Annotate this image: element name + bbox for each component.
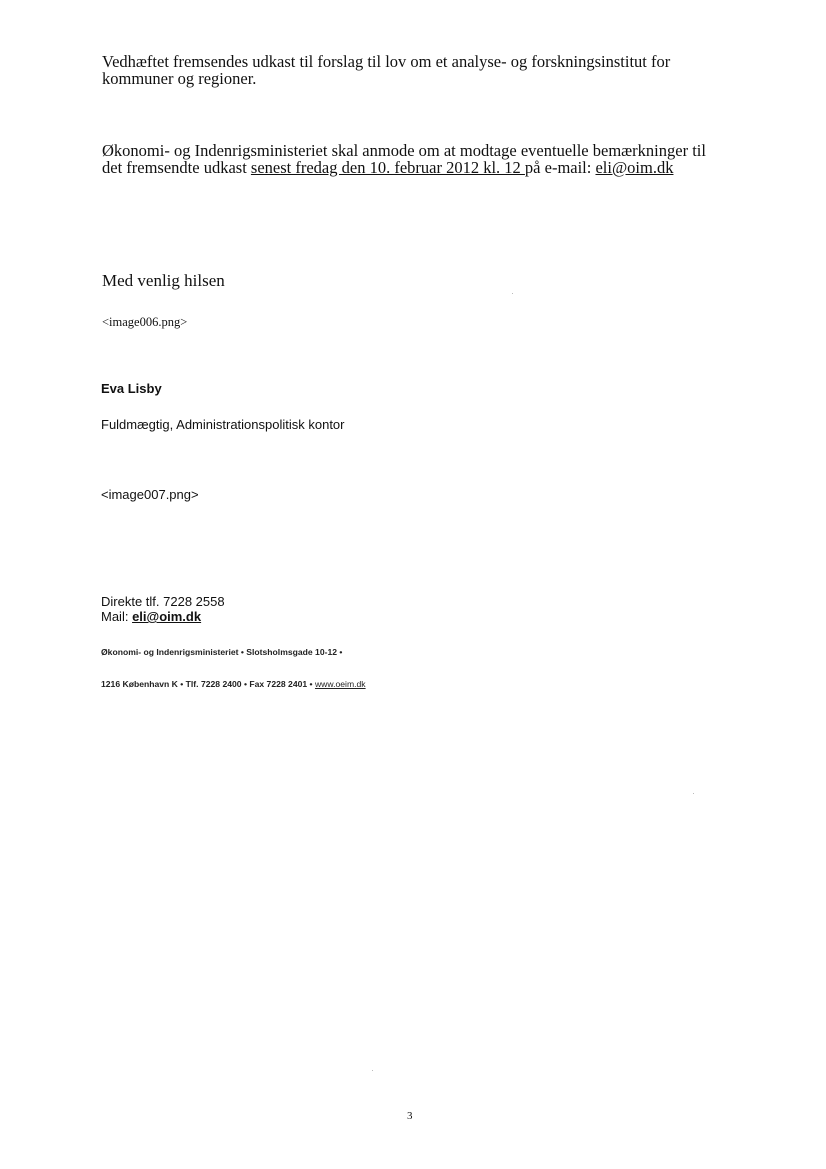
image-placeholder-2: <image007.png> <box>101 487 199 502</box>
contact-email-link[interactable]: eli@oim.dk <box>132 609 202 624</box>
scan-speck <box>372 1070 373 1071</box>
footer-org-line: Økonomi- og Indenrigsministeriet • Slotsholmsgade 10-12 • <box>101 647 343 657</box>
intro-paragraph <box>102 53 742 87</box>
mail-line <box>101 609 225 624</box>
footer-address: 1216 København K • Tlf. 7228 2400 • Fax 7228 2401 • <box>101 679 315 689</box>
deadline-text: senest fredag den 10. februar 2012 kl. 12 <box>250 158 525 177</box>
email-label: på e-mail: <box>524 158 596 177</box>
contact-block <box>101 594 225 624</box>
request-line-1: Økonomi- og Indenrigsministeriet skal anmode om at modtage eventuelle bemærkninger til <box>102 141 706 160</box>
signature-title: Fuldmægtig, Administrationspolitisk kontor <box>101 417 345 432</box>
intro-line-1: Vedhæftet fremsendes udkast til forslag til lov om et analyse- og forskningsinstitut for <box>102 52 671 71</box>
mail-label: Mail: <box>101 609 133 624</box>
scan-speck <box>512 293 513 294</box>
footer-address-line <box>101 679 366 689</box>
page-number: 3 <box>407 1110 413 1122</box>
request-email-link[interactable]: eli@oim.dk <box>595 158 674 177</box>
request-text: det fremsendte udkast <box>102 158 251 177</box>
website-link[interactable]: www.oeim.dk <box>314 679 366 689</box>
request-paragraph <box>102 142 742 176</box>
scan-speck <box>693 793 694 794</box>
intro-line-2: kommuner og regioner. <box>102 69 257 88</box>
image-placeholder-1: <image006.png> <box>102 315 188 329</box>
greeting: Med venlig hilsen <box>102 271 225 290</box>
request-line-2 <box>102 159 742 176</box>
signature-name: Eva Lisby <box>101 381 162 396</box>
direct-phone: Direkte tlf. 7228 2558 <box>101 594 225 609</box>
